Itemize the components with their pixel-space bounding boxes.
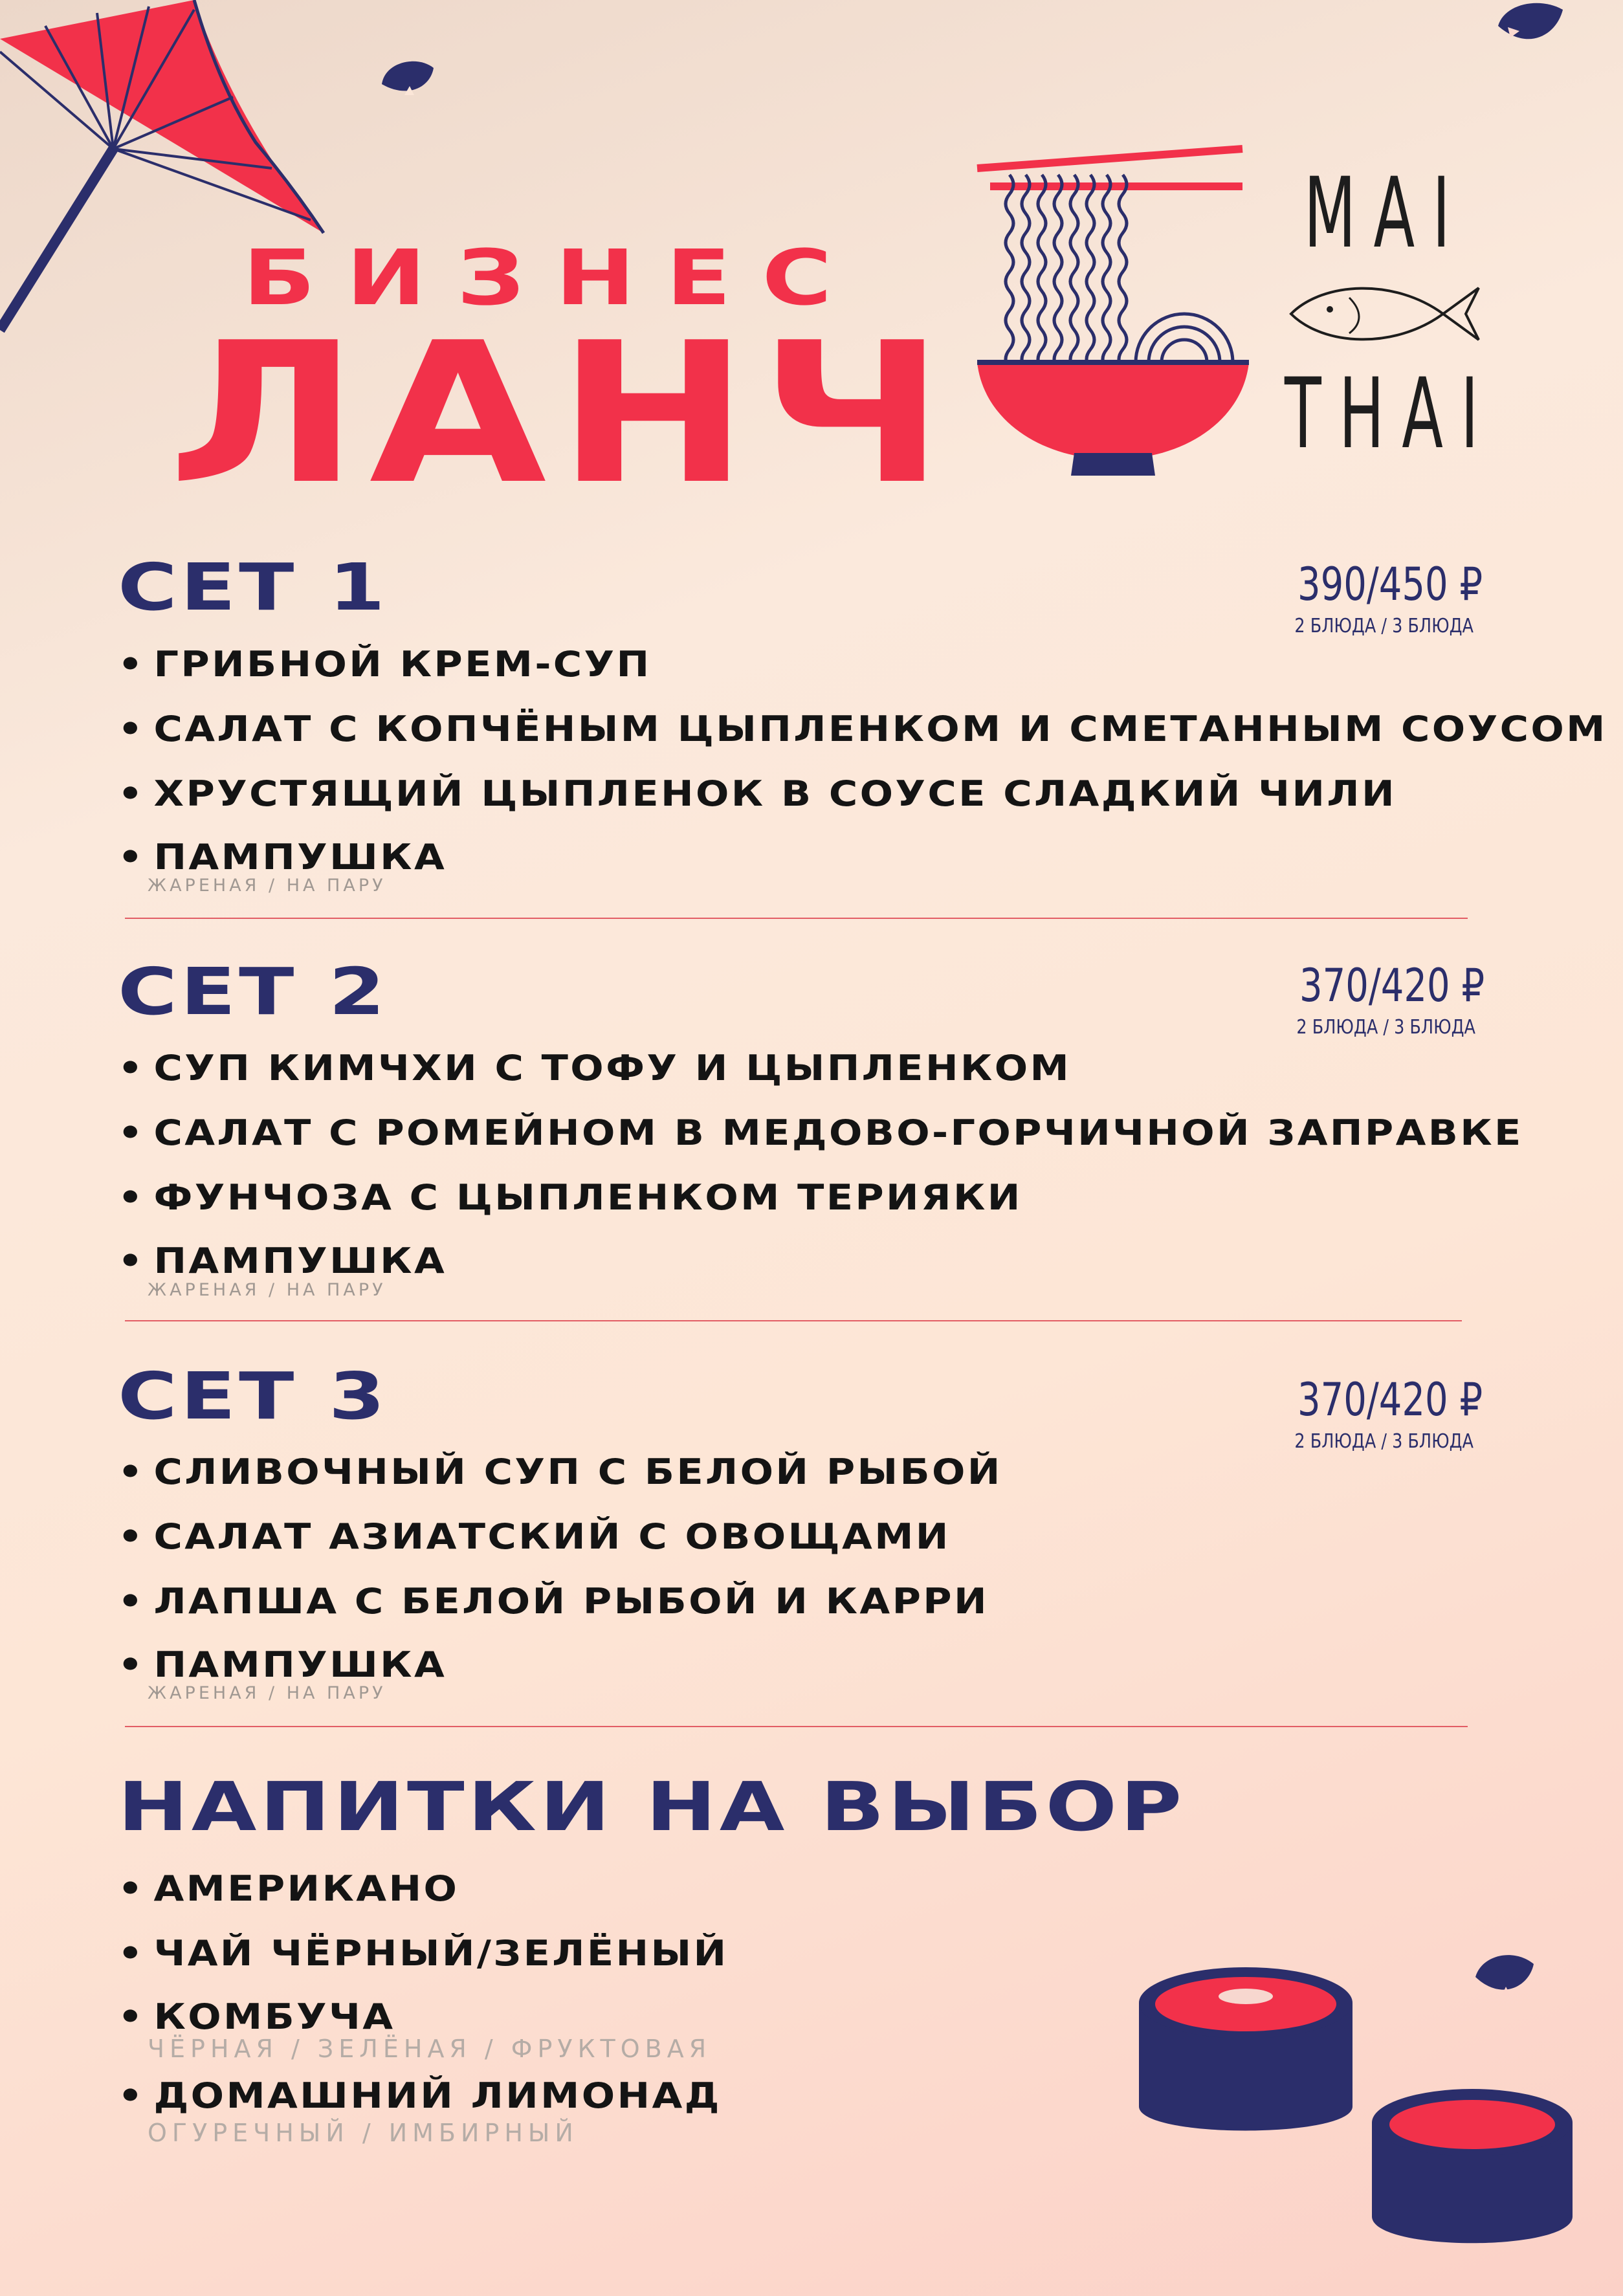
item-label: ДОМАШНИЙ ЛИМОНАД xyxy=(153,2075,722,2116)
item-label: ПАМПУШКА xyxy=(153,1241,447,1281)
set-3-price-note: 2 БЛЮДА / 3 БЛЮДА xyxy=(1294,1430,1474,1453)
petal-icon xyxy=(379,55,437,100)
brand-bottom-text: THAI xyxy=(1285,358,1496,470)
set-3-item-4 xyxy=(118,1644,447,1685)
drink-item-3 xyxy=(118,1996,395,2037)
bullet: • xyxy=(118,1933,146,1974)
item-label: ФУНЧОЗА С ЦЫПЛЕНКОМ ТЕРИЯКИ xyxy=(153,1177,1022,1218)
set-3-title: СЕТ 3 xyxy=(118,1358,388,1434)
title-line-1: БИЗНЕС xyxy=(243,233,863,322)
set-2-item-1 xyxy=(118,1048,1072,1088)
drinks-title: НАПИТКИ НА ВЫБОР xyxy=(118,1767,1186,1846)
fish-icon xyxy=(1285,278,1485,349)
set-1-item-4 xyxy=(118,837,447,878)
divider xyxy=(125,1726,1468,1727)
sushi-roll-icon xyxy=(1136,1964,1356,2158)
bullet: • xyxy=(118,1452,146,1492)
drink-item-3-note: ЧЁРНАЯ / ЗЕЛЁНАЯ / ФРУКТОВАЯ xyxy=(148,2035,712,2063)
bullet: • xyxy=(118,1177,146,1218)
item-label: АМЕРИКАНО xyxy=(153,1868,459,1909)
item-label: СЛИВОЧНЫЙ СУП С БЕЛОЙ РЫБОЙ xyxy=(153,1452,1002,1492)
set-3-item-2 xyxy=(118,1516,951,1557)
item-label: ЛАПША С БЕЛОЙ РЫБОЙ И КАРРИ xyxy=(153,1581,989,1622)
set-2-title: СЕТ 2 xyxy=(118,954,388,1030)
item-label: САЛАТ АЗИАТСКИЙ С ОВОЩАМИ xyxy=(153,1516,951,1557)
set-1-item-1 xyxy=(118,644,652,685)
item-label: ХРУСТЯЩИЙ ЦЫПЛЕНОК В СОУСЕ СЛАДКИЙ ЧИЛИ xyxy=(153,773,1397,814)
item-label: ПАМПУШКА xyxy=(153,837,447,878)
petal-icon xyxy=(1472,1951,1537,2003)
item-label: КОМБУЧА xyxy=(153,1996,395,2037)
divider xyxy=(125,918,1468,919)
item-label: ЧАЙ ЧЁРНЫЙ/ЗЕЛЁНЫЙ xyxy=(153,1933,729,1974)
item-label: СУП КИМЧХИ С ТОФУ И ЦЫПЛЕНКОМ xyxy=(153,1048,1072,1088)
bullet: • xyxy=(118,837,146,878)
drink-item-4 xyxy=(118,2075,722,2116)
set-1-price-note: 2 БЛЮДА / 3 БЛЮДА xyxy=(1294,615,1474,637)
bullet: • xyxy=(118,2075,146,2116)
bullet: • xyxy=(118,773,146,814)
item-label: САЛАТ С КОПЧЁНЫМ ЦЫПЛЕНКОМ И СМЕТАННЫМ СОУСОМ xyxy=(153,709,1607,749)
bullet: • xyxy=(118,1516,146,1557)
set-2-price-note: 2 БЛЮДА / 3 БЛЮДА xyxy=(1296,1016,1475,1039)
bullet: • xyxy=(118,1644,146,1685)
bullet: • xyxy=(118,1868,146,1909)
item-label: САЛАТ С РОМЕЙНОМ В МЕДОВО-ГОРЧИЧНОЙ ЗАПРАВКЕ xyxy=(153,1112,1523,1153)
drink-item-4-note: ОГУРЕЧНЫЙ / ИМБИРНЫЙ xyxy=(148,2119,579,2147)
bullet: • xyxy=(118,1241,146,1281)
sushi-roll-icon xyxy=(1369,2087,1576,2255)
noodle-bowl-icon xyxy=(971,136,1255,485)
set-3-item-4-note: ЖАРЕНАЯ / НА ПАРУ xyxy=(148,1683,386,1703)
set-3-item-1 xyxy=(118,1452,1002,1492)
drink-item-2 xyxy=(118,1933,729,1974)
set-3-item-3 xyxy=(118,1581,989,1622)
set-2-item-4 xyxy=(118,1241,447,1281)
set-1-title: СЕТ 1 xyxy=(118,549,388,625)
item-label: ГРИБНОЙ КРЕМ-СУП xyxy=(153,644,652,685)
brand-top-text: MAI xyxy=(1304,157,1468,270)
title-line-2: ЛАНЧ xyxy=(168,301,956,527)
divider xyxy=(125,1320,1462,1321)
set-1-item-4-note: ЖАРЕНАЯ / НА ПАРУ xyxy=(148,876,386,896)
set-2-item-2 xyxy=(118,1112,1523,1153)
item-label: ПАМПУШКА xyxy=(153,1644,447,1685)
bullet: • xyxy=(118,1048,146,1088)
set-1-item-3 xyxy=(118,773,1397,814)
bullet: • xyxy=(118,1581,146,1622)
set-1-item-2 xyxy=(118,709,1607,749)
set-2-item-4-note: ЖАРЕНАЯ / НА ПАРУ xyxy=(148,1280,386,1300)
set-2-item-3 xyxy=(118,1177,1022,1218)
drink-item-1 xyxy=(118,1868,459,1909)
set-2-price: 370/420 ₽ xyxy=(1299,959,1485,1012)
set-3-price: 370/420 ₽ xyxy=(1297,1373,1483,1426)
bullet: • xyxy=(118,709,146,749)
bullet: • xyxy=(118,1996,146,2037)
petal-icon xyxy=(1495,0,1566,52)
set-1-price: 390/450 ₽ xyxy=(1297,558,1483,611)
bullet: • xyxy=(118,1112,146,1153)
bullet: • xyxy=(118,644,146,685)
